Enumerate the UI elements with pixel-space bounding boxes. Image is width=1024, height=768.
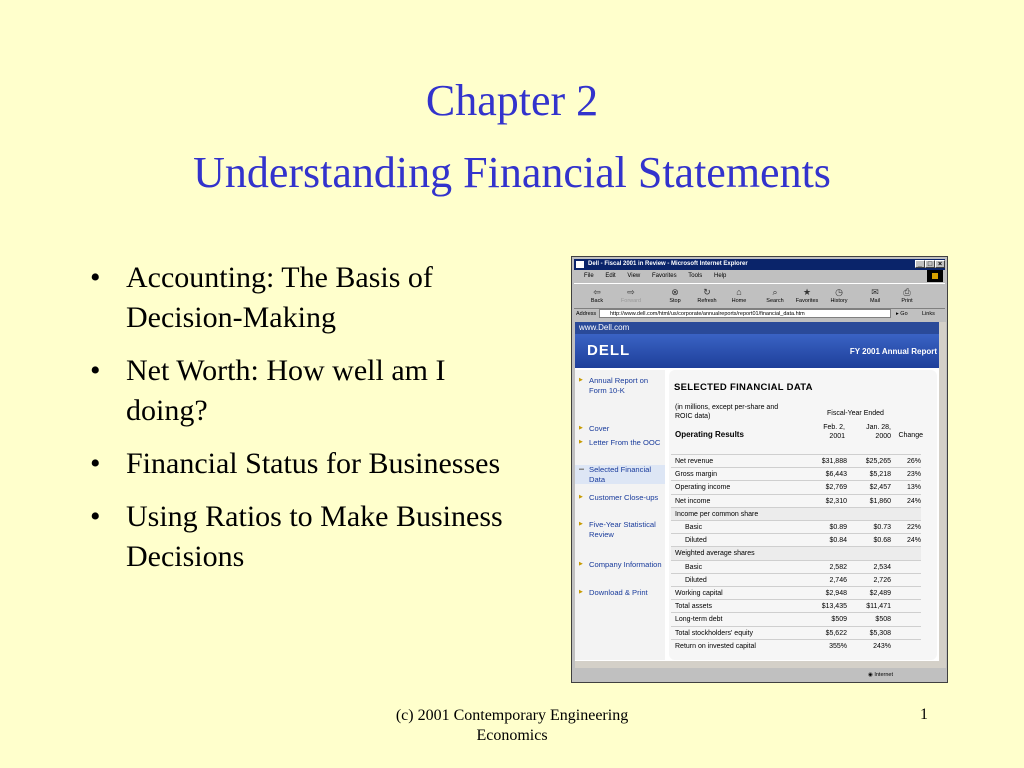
stop-button[interactable]: ⊗ Stop — [660, 286, 690, 304]
row-label: Return on invested capital — [675, 642, 756, 650]
nav-five-year-review[interactable]: ▶ Five-Year Statistical Review — [575, 520, 665, 539]
column-header-change: Change — [898, 432, 923, 439]
row-label: Diluted — [685, 537, 707, 545]
table-row — [671, 467, 921, 481]
mail-icon: ✉ — [871, 287, 879, 297]
change-percent: 24% — [906, 537, 921, 545]
ie-icon — [576, 261, 584, 268]
value-2001: $0.84 — [829, 537, 847, 545]
row-label: Gross margin — [675, 471, 718, 479]
value-2000: $2,489 — [869, 590, 891, 597]
toolbar — [574, 283, 945, 309]
window-title: Dell - Fiscal 2001 in Review - Microsoft Internet Explorer — [588, 261, 748, 267]
webpage — [575, 322, 939, 668]
table-row — [671, 586, 921, 600]
globe-icon: ◉ — [868, 672, 873, 678]
favorites-button[interactable]: ★ Favorites — [792, 286, 822, 304]
menu-view[interactable]: View — [627, 273, 641, 279]
favorites-icon: ★ — [802, 287, 812, 297]
close-icon[interactable]: × — [935, 260, 945, 268]
report-title: FY 2001 Annual Report — [849, 347, 937, 356]
menu-bar — [574, 271, 945, 282]
nav-letter[interactable]: ▶ Letter From the OOC — [575, 438, 665, 448]
row-label: Basic — [685, 524, 703, 531]
row-label: Diluted — [685, 576, 707, 584]
table-row — [671, 599, 921, 613]
row-label: Operating income — [675, 484, 731, 492]
row-label: Net revenue — [675, 458, 714, 465]
table-row — [671, 507, 921, 521]
value-2001: $2,310 — [825, 497, 847, 505]
dell-logo[interactable]: DELL — [587, 342, 631, 359]
slide-title-line1: Chapter 2 — [425, 76, 599, 125]
column-header-2000: Jan. 28, 2000 — [866, 424, 891, 440]
refresh-button[interactable]: ↻ Refresh — [692, 286, 722, 304]
bullet-item: • Accounting: The Basis of Decision-Making — [84, 258, 504, 338]
windows-logo-icon — [927, 270, 943, 282]
minimize-icon[interactable]: _ — [915, 260, 925, 268]
change-percent: 23% — [906, 471, 921, 479]
row-label: Total stockholders' equity — [675, 629, 753, 637]
table-row — [671, 546, 921, 560]
slide-title-line2: Understanding Financial Statements — [193, 148, 831, 197]
address-label: Address — [576, 311, 597, 317]
value-2001: $6,443 — [825, 471, 847, 479]
forward-arrow-icon: ⇨ — [627, 287, 635, 297]
menu-file[interactable]: File — [584, 273, 594, 279]
slide-footer: (c) 2001 Contemporary Engineering Economics — [395, 707, 629, 744]
home-button[interactable]: ⌂ Home — [724, 286, 754, 304]
value-2001: $31,888 — [821, 458, 847, 465]
row-label: Total assets — [675, 603, 712, 611]
value-2000: 243% — [873, 642, 891, 650]
browser-window — [571, 256, 948, 683]
fiscal-year-header: Fiscal-Year Ended — [827, 410, 884, 417]
row-label: Basic — [685, 563, 703, 571]
table-row — [671, 639, 921, 653]
value-2000: $11,471 — [866, 603, 891, 611]
address-bar — [574, 308, 945, 320]
value-2000: $508 — [875, 616, 891, 624]
history-icon: ◷ — [835, 287, 843, 297]
value-2000: $5,218 — [869, 471, 891, 479]
table-row — [671, 573, 921, 587]
table-row — [671, 454, 921, 468]
value-2000: 2,534 — [873, 563, 891, 571]
value-2000: $0.73 — [873, 524, 891, 531]
financial-data-panel — [669, 370, 937, 660]
value-2000: $2,457 — [869, 484, 891, 492]
home-icon: ⌂ — [736, 287, 742, 297]
links-button[interactable]: Links — [922, 311, 935, 317]
bullet-item: • Using Ratios to Make Business Decisions — [84, 497, 504, 577]
change-percent: 24% — [906, 497, 921, 505]
menu-help[interactable]: Help — [713, 273, 727, 279]
menu-edit[interactable]: Edit — [605, 273, 616, 279]
vertical-scrollbar[interactable] — [939, 322, 946, 668]
back-arrow-icon: ⇦ — [593, 287, 601, 297]
operating-results-header: Operating Results — [675, 430, 744, 439]
site-url: www.Dell.com — [575, 322, 939, 334]
maximize-icon[interactable]: □ — [925, 260, 935, 268]
print-icon: ⎙ — [903, 287, 911, 297]
nav-annual-report[interactable]: ▶ Annual Report on Form 10-K — [575, 376, 663, 395]
print-button[interactable]: ⎙ Print — [892, 286, 922, 304]
change-percent: 26% — [906, 458, 921, 465]
nav-download-print[interactable]: ▶ Download & Print — [575, 588, 665, 598]
go-button[interactable]: ▸ Go — [896, 311, 908, 317]
value-2000: $5,308 — [869, 629, 891, 637]
bullet-item: • Net Worth: How well am I doing? — [84, 351, 504, 431]
value-2001: $13,435 — [821, 603, 847, 611]
value-2001: 355% — [829, 642, 847, 650]
nav-cover[interactable]: ▶ Cover — [575, 424, 665, 434]
value-2001: $509 — [831, 616, 847, 624]
row-label: Weighted average shares — [675, 550, 755, 558]
table-row — [671, 533, 921, 547]
value-2001: $2,769 — [825, 484, 847, 492]
nav-selected-financial-data[interactable]: ▬ Selected Financial Data — [575, 465, 665, 484]
value-2001: $2,948 — [825, 590, 847, 597]
value-2001: 2,746 — [829, 576, 847, 584]
bullet-list — [84, 258, 504, 590]
history-button[interactable]: ◷ History — [824, 286, 854, 304]
units-note: (in millions, except per-share and ROIC data) — [675, 404, 779, 420]
nav-customer-closeups[interactable]: ▶ Customer Close-ups — [575, 493, 665, 503]
row-label: Income per common share — [675, 510, 759, 518]
change-percent: 22% — [906, 524, 921, 531]
horizontal-scrollbar[interactable] — [575, 660, 939, 668]
change-percent: 13% — [906, 484, 921, 492]
row-label: Net income — [675, 497, 711, 505]
table-row — [671, 626, 921, 640]
refresh-icon: ↻ — [703, 287, 711, 297]
value-2000: $0.68 — [873, 537, 891, 545]
value-2001: $5,622 — [825, 629, 847, 637]
nav-company-information[interactable]: ▶ Company Information — [575, 560, 665, 570]
table-row — [671, 612, 921, 626]
address-input[interactable]: http://www.dell.com/html/us/corporate/annualreports/report01/financial_data.htm — [599, 309, 891, 318]
table-row — [671, 494, 921, 508]
menu-tools[interactable]: Tools — [688, 273, 703, 279]
status-zone: ◉ Internet — [868, 672, 893, 678]
section-title: SELECTED FINANCIAL DATA — [674, 382, 813, 393]
column-header-2001: Feb. 2, 2001 — [823, 424, 845, 440]
value-2000: $1,860 — [869, 497, 891, 505]
stop-icon: ⊗ — [671, 287, 679, 297]
table-row — [671, 560, 921, 574]
site-banner — [575, 334, 939, 368]
table-row — [671, 520, 921, 534]
value-2000: $25,265 — [865, 458, 891, 465]
value-2000: 2,726 — [873, 576, 891, 584]
menu-favorites[interactable]: Favorites — [651, 273, 677, 279]
window-titlebar — [574, 259, 945, 270]
forward-button[interactable]: ⇨ Forward — [616, 286, 646, 304]
value-2001: 2,582 — [829, 563, 847, 571]
row-label: Long-term debt — [675, 616, 723, 624]
row-label: Working capital — [675, 590, 723, 597]
back-button[interactable]: ⇦ Back — [582, 286, 612, 304]
mail-button[interactable]: ✉ Mail — [860, 286, 890, 304]
page-number: 1 — [920, 706, 928, 723]
search-button[interactable]: ⌕ Search — [760, 286, 790, 304]
bullet-item: • Financial Status for Businesses — [84, 444, 504, 484]
status-bar — [574, 669, 945, 680]
site-sidebar — [575, 370, 665, 660]
search-icon: ⌕ — [772, 287, 778, 297]
table-row — [671, 480, 921, 494]
value-2001: $0.89 — [829, 524, 847, 531]
